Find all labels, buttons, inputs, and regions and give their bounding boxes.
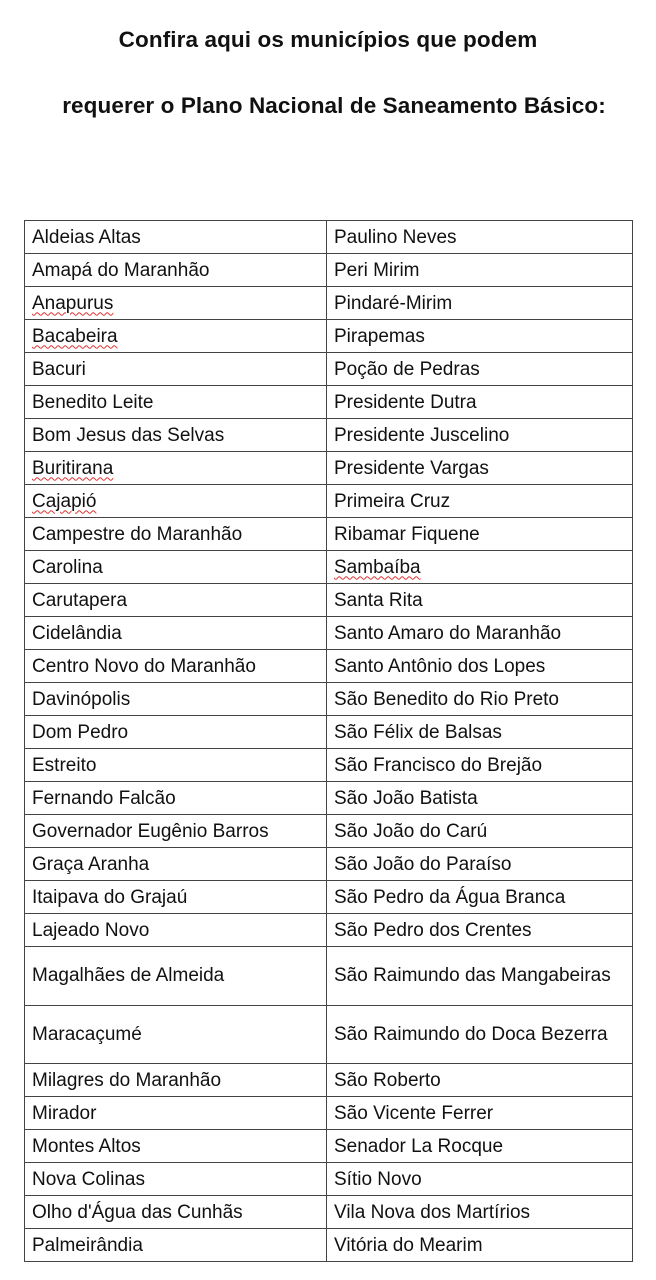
municipality-cell-right (327, 221, 633, 254)
table-row (25, 386, 633, 419)
municipality-name: São Raimundo das Mangabeiras (334, 965, 611, 987)
municipalities-table (24, 220, 633, 1262)
municipality-name: Mirador (32, 1102, 97, 1124)
municipality-name: São Pedro dos Crentes (334, 919, 532, 941)
municipality-cell-right (327, 1097, 633, 1130)
municipality-cell-right (327, 353, 633, 386)
table-row (25, 914, 633, 947)
municipality-cell-left (25, 584, 327, 617)
municipality-cell-left (25, 683, 327, 716)
municipality-cell-right (327, 815, 633, 848)
municipality-name: Graça Aranha (32, 853, 150, 875)
table-row (25, 551, 633, 584)
table-row (25, 947, 633, 1006)
municipality-name: Santo Amaro do Maranhão (334, 622, 562, 644)
municipality-cell-left (25, 947, 327, 1006)
municipality-name: São João do Carú (334, 820, 488, 842)
table-row (25, 287, 633, 320)
municipality-name: São Vicente Ferrer (334, 1102, 494, 1124)
table-row (25, 815, 633, 848)
municipality-cell-left (25, 1005, 327, 1064)
table-row (25, 881, 633, 914)
municipality-name: Bacuri (32, 358, 86, 380)
municipality-cell-left (25, 617, 327, 650)
municipality-name: Peri Mirim (334, 259, 420, 281)
municipality-cell-right (327, 1064, 633, 1097)
municipality-name: Pirapemas (334, 325, 425, 347)
municipality-cell-left (25, 320, 327, 353)
municipality-cell-left (25, 1097, 327, 1130)
municipality-cell-right (327, 518, 633, 551)
municipality-name: Fernando Falcão (32, 787, 176, 809)
municipality-cell-right (327, 1229, 633, 1262)
municipality-name: Dom Pedro (32, 721, 129, 743)
municipality-cell-left (25, 848, 327, 881)
municipality-name: São Francisco do Brejão (334, 754, 543, 776)
table-row (25, 749, 633, 782)
municipality-cell-right (327, 650, 633, 683)
municipality-name: Presidente Dutra (334, 391, 477, 413)
table-row (25, 254, 633, 287)
table-row (25, 650, 633, 683)
municipality-cell-left (25, 1229, 327, 1262)
municipality-name: Sambaíba (334, 556, 421, 578)
municipality-name: Maracaçumé (32, 1023, 142, 1045)
municipality-cell-right (327, 947, 633, 1006)
municipality-cell-right (327, 848, 633, 881)
municipality-cell-left (25, 749, 327, 782)
table-row (25, 1005, 633, 1064)
document-title-line-2: requerer o Plano Nacional de Saneamento Básico: (62, 93, 606, 118)
municipality-cell-right (327, 287, 633, 320)
table-row (25, 1163, 633, 1196)
table-row (25, 419, 633, 452)
municipality-cell-left (25, 716, 327, 749)
municipality-cell-right (327, 485, 633, 518)
municipality-cell-right (327, 1196, 633, 1229)
table-row (25, 485, 633, 518)
municipality-name: Davinópolis (32, 688, 131, 710)
municipality-name: Cidelândia (32, 622, 122, 644)
municipality-name: Santo Antônio dos Lopes (334, 655, 546, 677)
municipality-cell-right (327, 419, 633, 452)
document-title-line-1: Confira aqui os municípios que podem (118, 27, 538, 52)
table-row (25, 518, 633, 551)
municipality-cell-right (327, 881, 633, 914)
municipality-cell-right (327, 716, 633, 749)
municipality-cell-right (327, 452, 633, 485)
municipality-cell-left (25, 1064, 327, 1097)
municipality-cell-right (327, 1130, 633, 1163)
municipality-cell-right (327, 914, 633, 947)
municipality-cell-right (327, 551, 633, 584)
municipality-name: Carutapera (32, 589, 128, 611)
municipality-name: São Pedro da Água Branca (334, 886, 566, 908)
municipality-name: Pindaré-Mirim (334, 292, 453, 314)
municipality-name: Primeira Cruz (334, 490, 451, 512)
municipality-name: São Roberto (334, 1069, 441, 1091)
table-row (25, 617, 633, 650)
municipality-name: São Raimundo do Doca Bezerra (334, 1023, 608, 1045)
municipality-cell-left (25, 881, 327, 914)
municipality-name: Estreito (32, 754, 97, 776)
municipality-cell-left (25, 386, 327, 419)
municipality-cell-left (25, 485, 327, 518)
municipality-cell-left (25, 551, 327, 584)
municipality-cell-left (25, 419, 327, 452)
municipality-cell-right (327, 320, 633, 353)
municipality-name: Vitória do Mearim (334, 1234, 483, 1256)
municipality-cell-right (327, 386, 633, 419)
municipality-cell-left (25, 1196, 327, 1229)
municipality-cell-right (327, 617, 633, 650)
table-row (25, 716, 633, 749)
municipality-cell-left (25, 287, 327, 320)
municipality-name: Ribamar Fiquene (334, 523, 480, 545)
municipality-name: Santa Rita (334, 589, 423, 611)
municipality-cell-left (25, 782, 327, 815)
municipality-name: Cajapió (32, 490, 97, 512)
municipality-name: Bom Jesus das Selvas (32, 424, 225, 446)
municipality-name: São João Batista (334, 787, 478, 809)
municipality-name: Paulino Neves (334, 226, 457, 248)
municipality-name: Sítio Novo (334, 1168, 422, 1190)
municipality-name: Lajeado Novo (32, 919, 150, 941)
municipality-name: Olho d'Água das Cunhãs (32, 1201, 243, 1223)
municipality-cell-right (327, 1163, 633, 1196)
municipality-name: Benedito Leite (32, 391, 154, 413)
municipality-name: São Benedito do Rio Preto (334, 688, 559, 710)
municipality-cell-left (25, 914, 327, 947)
municipality-name: Bacabeira (32, 325, 118, 347)
municipality-name: Senador La Rocque (334, 1135, 504, 1157)
table-row (25, 1130, 633, 1163)
municipality-cell-left (25, 353, 327, 386)
municipality-cell-left (25, 452, 327, 485)
municipality-name: Centro Novo do Maranhão (32, 655, 256, 677)
municipality-cell-right (327, 749, 633, 782)
table-row (25, 353, 633, 386)
municipality-name: Buritirana (32, 457, 114, 479)
municipality-cell-left (25, 518, 327, 551)
table-row (25, 452, 633, 485)
municipality-cell-left (25, 650, 327, 683)
table-row (25, 1097, 633, 1130)
municipality-cell-left (25, 815, 327, 848)
municipality-cell-right (327, 254, 633, 287)
municipality-name: Anapurus (32, 292, 114, 314)
table-row (25, 1064, 633, 1097)
municipality-name: Milagres do Maranhão (32, 1069, 222, 1091)
municipality-cell-right (327, 584, 633, 617)
municipality-name: Aldeias Altas (32, 226, 141, 248)
table-row (25, 848, 633, 881)
municipality-name: Vila Nova dos Martírios (334, 1201, 531, 1223)
table-row (25, 221, 633, 254)
table-row (25, 1229, 633, 1262)
municipality-cell-right (327, 782, 633, 815)
municipality-cell-left (25, 254, 327, 287)
municipality-name: Itaipava do Grajaú (32, 886, 188, 908)
municipality-name: São Félix de Balsas (334, 721, 502, 743)
municipality-name: Amapá do Maranhão (32, 259, 210, 281)
municipality-cell-left (25, 1163, 327, 1196)
municipality-name: Campestre do Maranhão (32, 523, 243, 545)
table-row (25, 320, 633, 353)
municipality-name: Poção de Pedras (334, 358, 480, 380)
municipality-name: Magalhães de Almeida (32, 965, 225, 987)
table-row (25, 683, 633, 716)
municipality-cell-left (25, 1130, 327, 1163)
municipality-cell-right (327, 1005, 633, 1064)
municipality-name: Governador Eugênio Barros (32, 820, 269, 842)
table-row (25, 782, 633, 815)
municipality-name: Presidente Juscelino (334, 424, 510, 446)
municipality-name: Nova Colinas (32, 1168, 145, 1190)
municipality-cell-left (25, 221, 327, 254)
municipality-name: Presidente Vargas (334, 457, 489, 479)
table-row (25, 1196, 633, 1229)
municipality-name: Carolina (32, 556, 103, 578)
municipality-name: Montes Altos (32, 1135, 141, 1157)
municipality-cell-right (327, 683, 633, 716)
table-row (25, 584, 633, 617)
municipality-name: Palmeirândia (32, 1234, 143, 1256)
municipality-name: São João do Paraíso (334, 853, 512, 875)
